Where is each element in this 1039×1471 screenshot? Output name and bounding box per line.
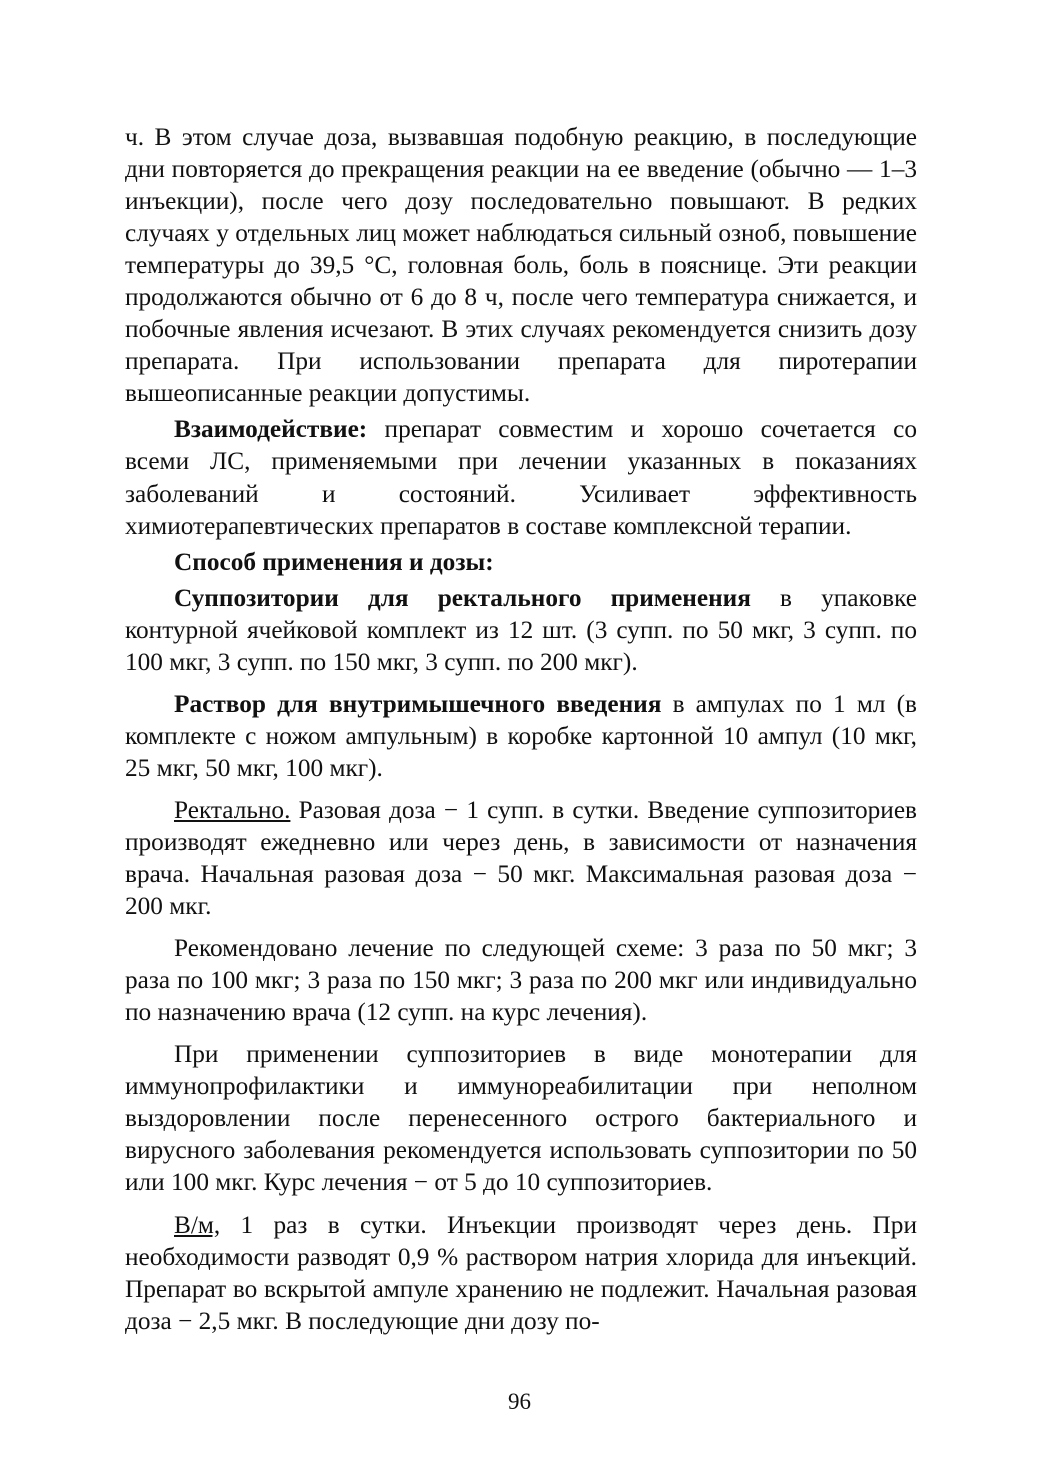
paragraph-monotherapy: При применении суппозиториев в виде монотерапии для иммунопрофилактики и иммунореабилитации при неполном выздоровлении после перенесенного острого бактериального и вирусного заболевания рекомендуется использовать суппозитории по 50 или 100 мкг. Курс лечения − от 5 до 10 суппозиториев. [125,1040,917,1197]
page-body [125,121,917,1337]
suppositories-heading: Суппозитории для ректального применения [174,583,751,612]
paragraph-dosage-heading [125,546,917,578]
paragraph-intramuscular [125,1209,917,1337]
suppositories-text: в упаковке контурной ячейковой комплект из 12 шт. (3 супп. по 50 мкг, 3 супп. по 100 мкг, 3 супп. по 150 мкг, 3 супп. по 200 мкг). [125,583,917,676]
dosage-heading: Способ применения и дозы: [174,547,494,576]
paragraph-injection-solution [125,688,917,784]
interaction-text: препарат совместим и хорошо сочетается со всеми ЛС, применяемыми при лечении указанных в показаниях заболеваний и состояний. Усиливает эффективность химиотерапевтических препаратов в составе комплексной терапии. [125,415,917,540]
page-number: 96 [508,1389,531,1414]
paragraph-interaction [125,413,917,541]
intramuscular-text: 1 раз в сутки. Инъекции производят через день. При необходимости разводят 0,9 % раствором натрия хлорида для инъекций. Препарат во вскрытой ампуле хранению не подлежит. Начальная разовая доза − 2,5 мкг. В последующие дни дозу по- [125,1210,917,1335]
paragraph-treatment-scheme: Рекомендовано лечение по следующей схеме: 3 раза по 50 мкг; 3 раза по 100 мкг; 3 раза по 150 мкг; 3 раза по 200 мкг или индивидуально по назначению врача (12 супп. на курс лечения). [125,934,917,1027]
interaction-heading: Взаимодействие: [174,415,368,444]
paragraph-suppositories [125,582,917,678]
injection-solution-text: в ампулах по 1 мл (в комплекте с ножом ампульным) в коробке картонной 10 ампул (10 мкг, 25 мкг, 50 мкг, 100 мкг). [125,689,917,782]
rectal-text: Разовая доза − 1 супп. в сутки. Введение суппозиториев производят ежедневно или через день, в зависимости от назначения врача. Начальная разовая доза − 50 мкг. Максимальная разовая доза − 200 мкг. [125,795,917,921]
rectal-label: Ректально. [174,795,291,824]
paragraph-reactions: ч. В этом случае доза, вызвавшая подобную реакцию, в последующие дни повторяется до прекращения реакции на ее введение (обычно — 1–3 инъекции), после чего дозу последовательно повышают. В редких случаях у отдельных лиц может наблюдаться сильный озноб, повышение температуры до 39,5 °С, головная боль, боль в пояснице. Эти реакции продолжаются обычно от 6 до 8 ч, после чего температура снижается, и побочные явления исчезают. В этих случаях рекомендуется снизить дозу препарата. При использовании препарата для пиротерапии вышеописанные реакции допустимы. [125,123,917,408]
intramuscular-label: В/м, [174,1210,221,1239]
injection-solution-heading: Раствор для внутримышечного введения [174,689,662,718]
paragraph-rectal [125,794,917,922]
